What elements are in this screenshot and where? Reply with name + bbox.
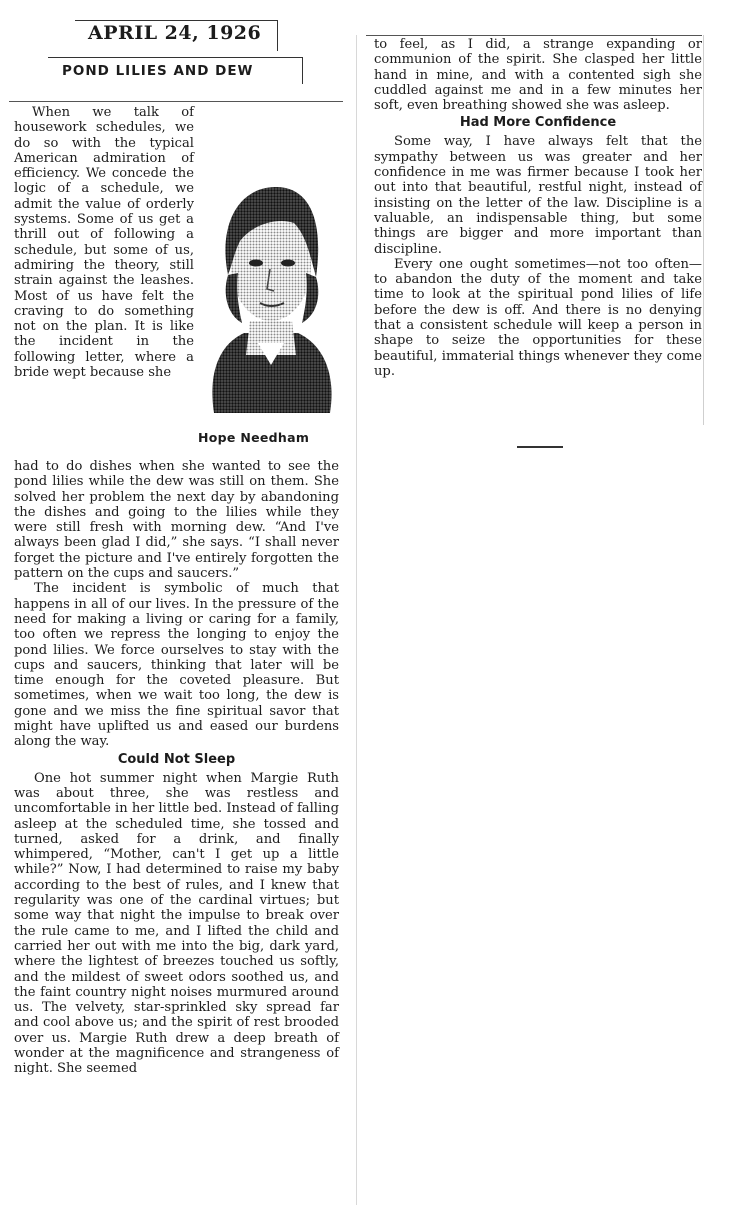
column-rule-left bbox=[9, 101, 343, 102]
column1-text bbox=[14, 459, 339, 1077]
paragraph: had to do dishes when she wanted to see the pond lilies while the dew was still on them. She solved her problem the next day by abandoning the dishes and going to the lilies while they were still fresh with morning dew. “And I've always been glad I did,” she says. “I shall never forget the picture and I've entirely forgotten the pattern on the cups and saucers.” bbox=[14, 459, 339, 582]
column-rule-right bbox=[366, 35, 702, 36]
photo-caption: Hope Needham bbox=[198, 430, 310, 445]
paragraph: Some way, I have always felt that the sympathy between us was greater and her confidence in me was firmer because I took her out into that beautiful, restful night, instead of insisting on the letter of the law. Discipline is a valuable, an indispensable thing, but some things are bigger and more important than discipline. bbox=[374, 134, 702, 257]
paragraph: One hot summer night when Margie Ruth was about three, she was restless and uncomfortable in her little bed. Instead of falling asleep at the scheduled time, she tossed and turned, asked for a drink, and finally whimpered, “Mother, can't I get up a little while?” Now, I had determined to raise my baby according to the best of rules, and I knew that regularity was one of the cardinal virtues; but some way that night the impulse to break over the rule came to me, and I lifted the child and carried her out with me into the big, dark yard, where the lightest of breezes touched us softly, and the mildest of sweet odors soothed us, and the faint country night noises murmured around us. The velvety, star-sprinkled sky spread far and cool above us; and the spirit of rest brooded over us. Margie Ruth drew a deep breath of wonder at the magnificence and strangeness of night. She seemed bbox=[14, 770, 339, 1077]
subheading: Had More Confidence bbox=[459, 115, 617, 131]
subheading: Could Not Sleep bbox=[117, 751, 236, 767]
column1-wrapped-text bbox=[14, 105, 194, 380]
publication-date: APRIL 24, 1926 bbox=[88, 22, 262, 44]
portrait-photo bbox=[198, 165, 344, 427]
paragraph: to feel, as I did, a strange expanding or communion of the spirit. She clasped her little hand in mine, and with a contented sigh she cuddled against me and in a few minutes her soft, even breathing showed she was asleep. bbox=[374, 37, 702, 114]
column2-text bbox=[374, 37, 702, 379]
paragraph: Every one ought sometimes—not too often—to abandon the duty of the moment and take time to look at the spiritual pond lilies of life before the dew is off. And there is no denying that a consistent schedule will keep a person in shape to seize the opportunities for these beautiful, immaterial things whenever they come up. bbox=[374, 256, 702, 379]
clipping-edge bbox=[703, 35, 704, 425]
article-headline: POND LILIES AND DEW bbox=[62, 63, 254, 79]
paragraph: When we talk of housework schedules, we do so with the typical American admiration of efficiency. We concede the logic of a schedule, we admit the value of orderly systems. Some of us get a thrill out of following a schedule, but some of us, admiring the theory, still strain against the leashes. Most of us have felt the craving to do something not on the plan. It is like the incident in the following letter, where a bride wept because she bbox=[14, 105, 194, 381]
column-separator bbox=[356, 35, 357, 1205]
paragraph: The incident is symbolic of much that happens in all of our lives. In the pressure of the need for making a living or caring for a family, too often we repress the longing to enjoy the pond lilies. We force ourselves to stay with the cups and saucers, thinking that later will be time enough for the coveted pleasure. But sometimes, when we wait too long, the dew is gone and we miss the fine spiritual savor that might have uplifted us and eased our burdens along the way. bbox=[14, 581, 339, 750]
end-mark bbox=[517, 446, 563, 448]
